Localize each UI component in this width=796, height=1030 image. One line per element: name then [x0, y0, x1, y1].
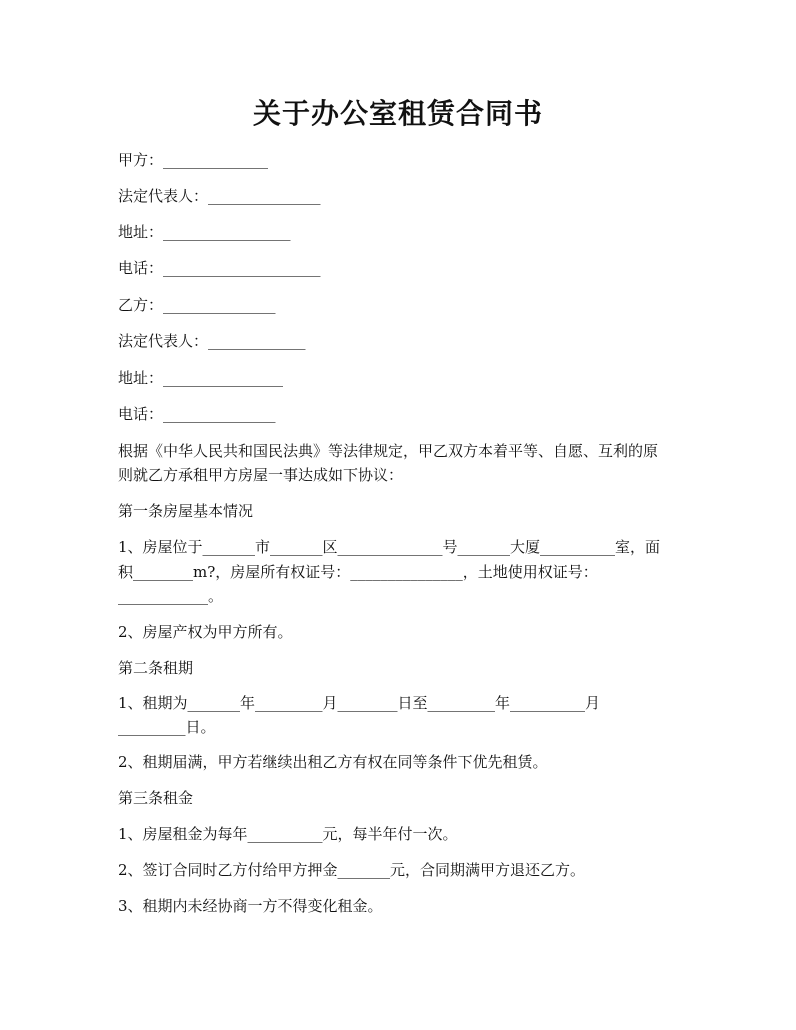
article-3-heading: 第三条租金 — [118, 789, 194, 807]
article-2-heading: 第二条租期 — [118, 659, 194, 677]
party-a-representative-line: 法定代表人：_______________ — [118, 187, 321, 205]
party-a-phone-line: 电话：_____________________ — [118, 259, 321, 277]
document-title: 关于办公室租赁合同书 — [252, 97, 543, 130]
article-1-heading: 第一条房屋基本情况 — [118, 502, 254, 520]
article-3-item-2: 2、签订合同时乙方付给甲方押金_______元，合同期满甲方退还乙方。 — [118, 861, 586, 879]
article-3-item-1: 1、房屋租金为每年__________元，每半年付一次。 — [118, 825, 458, 843]
article-2-item-1-line-2: _________日。 — [118, 718, 216, 736]
article-1-item-1-line-3: ____________。 — [118, 587, 224, 605]
preamble-line-2: 则就乙方承租甲方房屋一事达成如下协议： — [118, 466, 404, 484]
article-1-item-1-line-2: 积________m?，房屋所有权证号：_______________，土地使用权证号： — [118, 563, 598, 581]
party-a-address-line: 地址：_________________ — [118, 223, 291, 241]
article-2-item-1-line-1: 1、租期为_______年_________月________日至_________年__________月 — [118, 694, 601, 712]
party-b-phone-line: 电话：_______________ — [118, 405, 276, 423]
article-1-item-2: 2、房屋产权为甲方所有。 — [118, 623, 293, 641]
article-2-item-2: 2、租期届满，甲方若继续出租乙方有权在同等条件下优先租赁。 — [118, 753, 548, 771]
party-b-address-line: 地址：________________ — [118, 369, 284, 387]
article-1-item-1-line-1: 1、房屋位于_______市_______区______________号_______大厦__________室，面 — [118, 538, 661, 556]
preamble-line-1: 根据《中华人民共和国民法典》等法律规定，甲乙双方本着平等、自愿、互利的原 — [118, 442, 659, 460]
party-a-line: 甲方：______________ — [118, 151, 269, 169]
article-3-item-3: 3、租期内未经协商一方不得变化租金。 — [118, 897, 383, 915]
party-b-line: 乙方：_______________ — [118, 296, 276, 314]
party-b-representative-line: 法定代表人：_____________ — [118, 332, 306, 350]
